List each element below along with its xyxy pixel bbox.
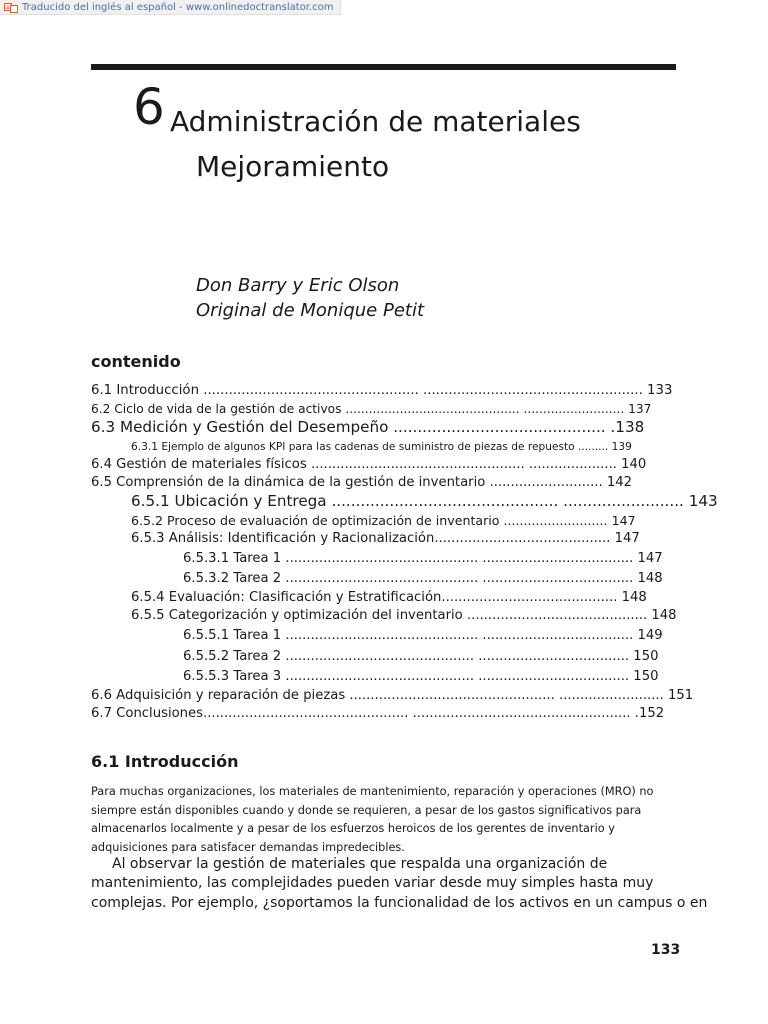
author-line: Don Barry y Eric Olson — [196, 275, 400, 296]
chapter-number: 6 — [133, 78, 163, 136]
svg-text:A: A — [6, 5, 10, 11]
translator-banner[interactable] — [0, 0, 341, 15]
toc-entry[interactable]: 6.3 Medición y Gestión del Desempeño ............................................ .138 — [91, 418, 645, 436]
toc-entry[interactable]: 6.3.1 Ejemplo de algunos KPI para las cadenas de suministro de piezas de repuesto ......... 139 — [131, 441, 632, 453]
toc-entry[interactable]: 6.5.1 Ubicación y Entrega ............................................... ......................... 143 — [131, 492, 718, 510]
body-paragraph — [91, 855, 708, 913]
translate-icon — [4, 3, 18, 12]
translator-banner-text[interactable]: Traducido del inglés al español - www.onlinedoctranslator.com — [22, 1, 334, 13]
chapter-title-line2: Mejoramiento — [196, 150, 390, 183]
toc-entry[interactable]: 6.5.3.1 Tarea 1 .............................................. .................................... 147 — [183, 551, 663, 566]
author-line: Original de Monique Petit — [196, 300, 425, 321]
toc-entry[interactable]: 6.6 Adquisición y reparación de piezas ................................................. ......................... 151 — [91, 688, 694, 703]
paragraph-line: almacenarlos localmente y a pesar de los esfuerzos heroicos de los gerentes de inventario y — [91, 822, 615, 836]
toc-entry[interactable]: 6.7 Conclusiones................................................. .................................................... .152 — [91, 706, 665, 721]
toc-entry[interactable]: 6.1 Introducción ................................................... .................................................... 133 — [91, 383, 673, 398]
chapter-authors — [196, 273, 424, 323]
chapter-title-line1: Administración de materiales — [170, 105, 581, 138]
paragraph-line: Para muchas organizaciones, los materiales de mantenimiento, reparación y operaciones (MRO) no — [91, 785, 654, 798]
paragraph-line: mantenimiento, las complejidades pueden variar desde muy simples hasta muy — [91, 875, 654, 892]
toc-entry[interactable]: 6.5.5 Categorización y optimización del inventario ........................................... 148 — [131, 608, 677, 623]
toc-entry[interactable]: 6.5.5.2 Tarea 2 ............................................. .................................... 150 — [183, 649, 659, 664]
paragraph-line: complejas. Por ejemplo, ¿soportamos la funcionalidad de los activos en un campus o en — [91, 894, 708, 911]
paragraph-line: siempre están disponibles cuando y donde se requieren, a pesar de los gastos significativos para — [91, 803, 642, 817]
toc-heading: contenido — [91, 352, 181, 371]
paragraph-line: Al observar la gestión de materiales que respalda una organización de — [112, 856, 608, 872]
toc-entry[interactable]: 6.4 Gestión de materiales físicos ................................................... ..................... 140 — [91, 457, 647, 472]
page-number: 133 — [651, 942, 681, 958]
toc-entry[interactable]: 6.5 Comprensión de la dinámica de la gestión de inventario ........................... 142 — [91, 475, 633, 490]
body-paragraph — [91, 783, 676, 857]
toc-entry[interactable]: 6.5.2 Proceso de evaluación de optimización de inventario .......................... 147 — [131, 513, 636, 528]
toc-entry[interactable]: 6.2 Ciclo de vida de la gestión de activos ............................................. .......................... 137 — [91, 402, 652, 416]
toc-entry[interactable]: 6.5.5.3 Tarea 3 ............................................. .................................... 150 — [183, 669, 659, 684]
toc-entry[interactable]: 6.5.5.1 Tarea 1 .............................................. .................................... 149 — [183, 628, 663, 643]
section-heading: 6.1 Introducción — [91, 752, 239, 771]
chapter-rule — [91, 64, 676, 70]
toc-entry[interactable]: 6.5.3 Análisis: Identificación y Racionalización.......................................... 147 — [131, 531, 640, 546]
paragraph-line: adquisiciones para satisfacer demandas impredecibles. — [91, 840, 405, 854]
toc-entry[interactable]: 6.5.4 Evaluación: Clasificación y Estratificación.......................................... 148 — [131, 590, 647, 605]
toc-entry[interactable]: 6.5.3.2 Tarea 2 .............................................. .................................... 148 — [183, 571, 663, 586]
